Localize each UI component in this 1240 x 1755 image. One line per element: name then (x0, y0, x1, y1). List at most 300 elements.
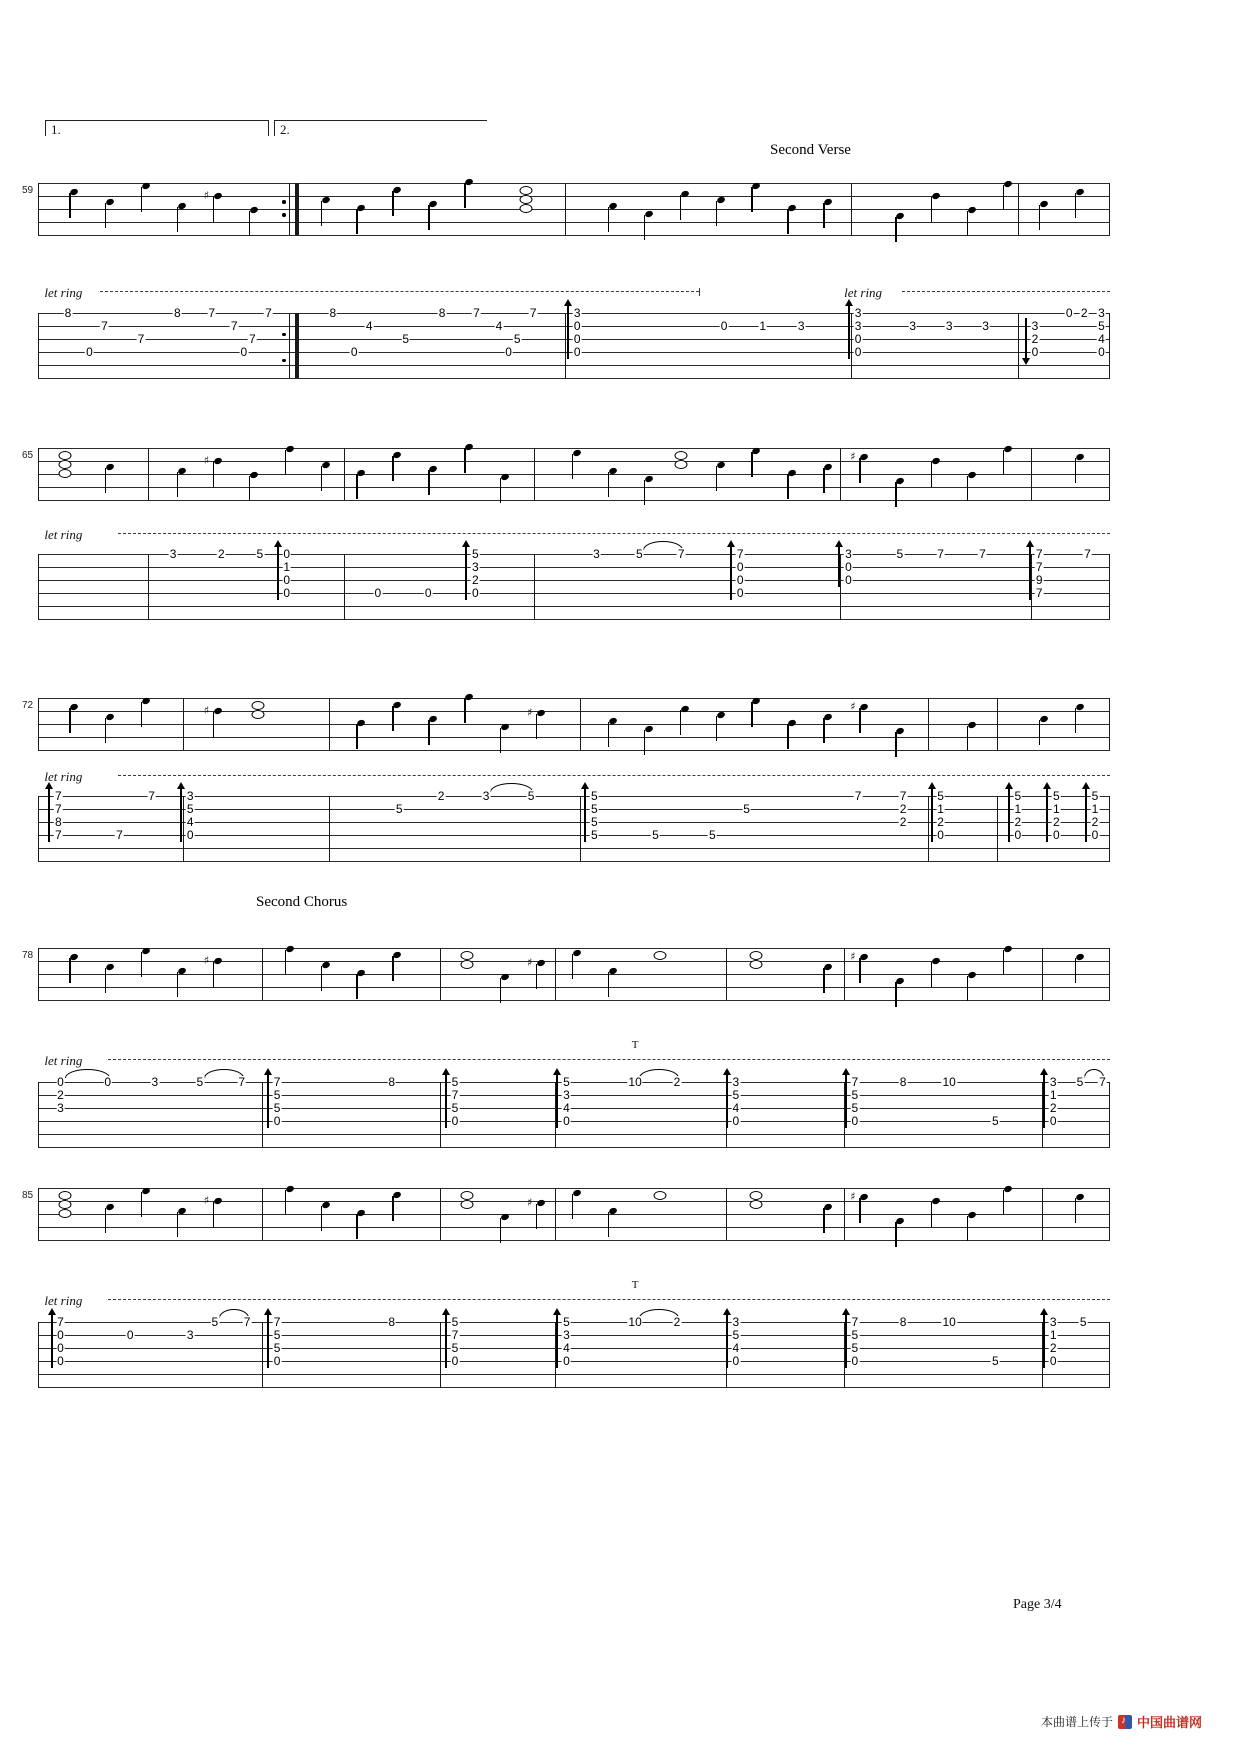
whole-note (58, 1200, 71, 1209)
note-head (536, 1199, 546, 1207)
tab-barline (148, 554, 149, 619)
note-head (644, 475, 654, 483)
tab-barline (1109, 554, 1110, 619)
let-ring-row (38, 527, 1110, 544)
tab-fret-number: 5 (563, 1075, 570, 1089)
tab-fret-number: 5 (563, 1315, 570, 1329)
note-stem (392, 191, 393, 216)
tab-fret-number: 2 (673, 1075, 681, 1089)
sharp-icon: ♯ (527, 956, 533, 969)
tab-fret-number: 0 (1049, 1354, 1057, 1368)
tab-barline (262, 1322, 263, 1387)
note-stem (105, 718, 106, 743)
note-stem (356, 974, 357, 999)
tab-fret-number: 3 (1049, 1315, 1057, 1329)
note-head (895, 977, 905, 985)
tab-fret-number: 3 (563, 1088, 570, 1102)
whole-note (675, 460, 688, 469)
tab-fret-number: 5 (451, 1315, 459, 1329)
note-stem (680, 710, 681, 735)
tab-barline (1018, 313, 1019, 378)
let-ring-label: let ring (44, 1053, 83, 1068)
note-stem (895, 217, 896, 242)
tab-fret-number: 8 (899, 1315, 907, 1329)
let-ring-label: let ring (44, 527, 83, 542)
note-stem (177, 207, 178, 232)
tab-fret-number: 7 (899, 789, 907, 803)
tab-fret-number: 7 (208, 306, 215, 320)
note-stem (428, 205, 429, 230)
strum-up-arrow-icon (556, 1314, 558, 1368)
note-head (536, 959, 546, 967)
tab-fret-number: 3 (186, 1328, 194, 1342)
tab-fret-number: 3 (151, 1075, 159, 1089)
repeat-dot (282, 359, 286, 363)
tab-fret-number: 3 (57, 1101, 64, 1115)
strum-up-arrow-icon (1029, 546, 1031, 600)
note-stem (392, 956, 393, 981)
tab-fret-number: 2 (1049, 1341, 1057, 1355)
note-stem (356, 209, 357, 234)
note-head (357, 204, 367, 212)
tab-fret-number: 5 (1091, 789, 1099, 803)
tab-fret-number: 7 (116, 828, 123, 842)
note-stem (500, 478, 501, 503)
note-head (895, 212, 905, 220)
tab-fret-number: 0 (283, 573, 291, 587)
staff-barline (440, 1188, 441, 1240)
whole-note (251, 701, 264, 710)
note-stem (141, 1192, 142, 1217)
tab-fret-number: 7 (238, 1075, 246, 1089)
volta-bracket-2 (274, 120, 487, 136)
whole-note (653, 951, 666, 960)
note-stem (823, 468, 824, 493)
note-head (141, 697, 151, 705)
note-head (69, 703, 79, 711)
tab-line (38, 861, 1110, 862)
tab-line (38, 1095, 1110, 1096)
tab-fret-number: 2 (1053, 815, 1060, 829)
page-number: Page 3/4 (1013, 1597, 1062, 1612)
staff-barline (344, 448, 345, 500)
note-stem (644, 730, 645, 755)
note-stem (213, 1202, 214, 1227)
note-stem (321, 466, 322, 491)
note-stem (1075, 708, 1076, 733)
staff-barline (555, 1188, 556, 1240)
tab-fret-number: 7 (473, 306, 480, 320)
tab-barline (38, 796, 39, 861)
sharp-icon: ♯ (850, 700, 856, 713)
tab-fret-number: 7 (265, 306, 272, 320)
tab-fret-number: 3 (1098, 306, 1105, 320)
tab-barline (38, 554, 39, 619)
note-head (1039, 200, 1049, 208)
tab-fret-number: 0 (273, 1114, 281, 1128)
tap-t-mark: T (631, 1279, 639, 1291)
sharp-icon: ♯ (203, 189, 210, 202)
tab-fret-number: 5 (591, 828, 598, 842)
tab-fret-number: 0 (57, 1075, 64, 1089)
tab-barline (580, 796, 581, 861)
staff-barline (726, 1188, 727, 1240)
tab-barline (329, 796, 330, 861)
note-head (500, 973, 510, 981)
tab-fret-number: 5 (636, 547, 643, 561)
staff-barline (38, 698, 39, 750)
tab-fret-number: 0 (104, 1075, 112, 1089)
notation-staff (38, 698, 1110, 750)
strum-up-arrow-icon (1043, 1314, 1045, 1368)
tab-barline (1109, 1322, 1110, 1387)
tab-fret-number: 3 (982, 319, 989, 333)
strum-up-arrow-icon (48, 788, 50, 842)
tab-fret-number: 5 (513, 332, 521, 346)
note-head (1075, 453, 1085, 461)
note-stem (895, 732, 896, 757)
note-head (859, 1193, 869, 1201)
let-ring-row (38, 1293, 1110, 1310)
tab-fret-number: 5 (395, 802, 403, 816)
note-stem (69, 193, 70, 218)
sharp-icon: ♯ (203, 454, 210, 467)
tab-fret-number: 2 (937, 815, 944, 829)
tab-fret-number: 1 (1049, 1088, 1057, 1102)
note-stem (1075, 1198, 1076, 1223)
note-stem (392, 456, 393, 481)
tab-fret-number: 4 (563, 1101, 570, 1115)
tab-fret-number: 0 (1091, 828, 1099, 842)
note-stem (931, 462, 932, 487)
tab-fret-number: 0 (937, 828, 944, 842)
tab-fret-number: 5 (273, 1088, 281, 1102)
note-stem (536, 1204, 537, 1229)
tab-line (38, 1121, 1110, 1122)
note-stem (608, 207, 609, 232)
note-stem (1075, 193, 1076, 218)
note-head (213, 192, 223, 200)
staff-barline (726, 948, 727, 1000)
tab-fret-number: 3 (732, 1075, 740, 1089)
tab-fret-number: 1 (283, 560, 291, 574)
staff-line (38, 1201, 1110, 1202)
note-head (357, 719, 367, 727)
tab-barline (1109, 796, 1110, 861)
whole-note (750, 1200, 763, 1209)
tab-fret-number: 10 (942, 1075, 956, 1089)
tab-line (38, 619, 1110, 620)
tab-fret-number: 0 (851, 1114, 859, 1128)
strum-up-arrow-icon (726, 1314, 728, 1368)
tab-barline (1109, 1082, 1110, 1147)
tab-fret-number: 5 (1053, 789, 1060, 803)
note-stem (1075, 458, 1076, 483)
note-head (285, 945, 295, 953)
note-stem (823, 968, 824, 993)
whole-note (750, 951, 763, 960)
tab-fret-number: 0 (720, 319, 728, 333)
tab-fret-number: 10 (628, 1075, 642, 1089)
note-head (141, 182, 151, 190)
tab-fret-number: 0 (851, 1354, 859, 1368)
tab-fret-number: 3 (854, 319, 862, 333)
note-stem (500, 728, 501, 753)
note-stem (931, 962, 932, 987)
note-stem (321, 201, 322, 226)
staff-barline (38, 948, 39, 1000)
staff-line (38, 487, 1110, 488)
tab-fret-number: 5 (256, 547, 264, 561)
note-head (213, 957, 223, 965)
tab-fret-number: 8 (55, 815, 62, 829)
staff-barline (565, 183, 566, 235)
staff-line (38, 698, 1110, 699)
staff-barline (148, 448, 149, 500)
tab-fret-number: 5 (1076, 1075, 1084, 1089)
staff-barline (580, 698, 581, 750)
note-head (1003, 180, 1013, 188)
note-stem (321, 966, 322, 991)
note-head (213, 1197, 223, 1205)
note-stem (895, 1222, 896, 1247)
tab-staff (38, 789, 1110, 861)
tab-fret-number: 7 (851, 1315, 859, 1329)
whole-note (58, 1191, 71, 1200)
tap-t-mark: T (631, 1039, 639, 1051)
tab-fret-number: 7 (57, 1315, 64, 1329)
note-head (285, 445, 295, 453)
tab-fret-number: 0 (472, 586, 479, 600)
tab-fret-number: 7 (937, 547, 944, 561)
measure-number: 85 (22, 1190, 34, 1201)
staff-barline (38, 1188, 39, 1240)
note-stem (859, 1198, 860, 1223)
note-head (105, 198, 115, 206)
note-head (572, 1189, 582, 1197)
qupu-site-logo-icon: ♪ (1118, 1715, 1132, 1729)
note-stem (787, 724, 788, 749)
whole-note (58, 1209, 71, 1218)
tab-fret-number: 2 (217, 547, 225, 561)
note-stem (1039, 205, 1040, 230)
note-head (895, 727, 905, 735)
measure-number: 65 (22, 450, 34, 461)
staff-line (38, 1227, 1110, 1228)
staff-line (38, 1188, 1110, 1189)
note-stem (285, 950, 286, 975)
sharp-icon: ♯ (850, 1190, 856, 1203)
staff-barline (262, 948, 263, 1000)
tab-fret-number: 3 (854, 306, 862, 320)
tab-line (38, 1108, 1110, 1109)
tab-fret-number: 4 (732, 1101, 740, 1115)
tab-fret-number: 7 (1035, 547, 1043, 561)
note-head (967, 721, 977, 729)
tab-fret-number: 0 (732, 1114, 740, 1128)
let-ring-dashes (100, 291, 699, 292)
note-head (249, 206, 259, 214)
tab-line (38, 809, 1110, 810)
strum-up-arrow-icon (465, 546, 467, 600)
note-head (464, 443, 474, 451)
tab-barline (262, 1082, 263, 1147)
whole-note (251, 710, 264, 719)
note-stem (285, 1190, 286, 1215)
tab-fret-number: 7 (273, 1315, 281, 1329)
note-stem (356, 474, 357, 499)
note-stem (644, 480, 645, 505)
tab-fret-number: 3 (945, 319, 953, 333)
note-head (69, 188, 79, 196)
note-stem (105, 203, 106, 228)
note-head (716, 711, 726, 719)
note-stem (859, 708, 860, 733)
note-stem (249, 476, 250, 501)
staff-line (38, 500, 1110, 501)
let-ring-label: let ring (44, 1293, 83, 1308)
tab-fret-number: 5 (732, 1328, 740, 1342)
tab-fret-number: 2 (899, 802, 907, 816)
note-head (393, 701, 403, 709)
site-watermark (1041, 1712, 1202, 1731)
tab-fret-number: 0 (736, 573, 744, 587)
strum-up-arrow-icon (1046, 788, 1048, 842)
note-head (141, 1187, 151, 1195)
staff-barline (262, 1188, 263, 1240)
note-head (788, 469, 798, 477)
tab-fret-number: 5 (652, 828, 659, 842)
note-head (1075, 188, 1085, 196)
tab-fret-number: 1 (1014, 802, 1022, 816)
tab-fret-number: 0 (424, 586, 432, 600)
let-ring-row (38, 1053, 1110, 1070)
tab-fret-number: 5 (1014, 789, 1022, 803)
tab-fret-number: 7 (1035, 560, 1043, 574)
strum-up-arrow-icon (838, 546, 840, 587)
note-stem (285, 450, 286, 475)
note-stem (967, 726, 968, 751)
tab-fret-number: 3 (593, 547, 600, 561)
tab-staff (38, 1315, 1110, 1387)
note-stem (428, 720, 429, 745)
note-stem (356, 724, 357, 749)
tab-fret-number: 8 (438, 306, 446, 320)
strum-up-arrow-icon (931, 788, 933, 842)
tab-line (38, 554, 1110, 555)
tab-fret-number: 7 (1099, 1075, 1106, 1089)
tab-line (38, 606, 1110, 607)
whole-note (460, 960, 473, 969)
tab-fret-number: 7 (677, 547, 685, 561)
note-head (895, 1217, 905, 1225)
note-head (428, 200, 438, 208)
section-label-second-verse: Second Verse (770, 142, 851, 158)
tab-line (38, 848, 1110, 849)
strum-up-arrow-icon (730, 546, 732, 600)
tab-fret-number: 3 (1031, 319, 1039, 333)
tab-fret-number: 0 (732, 1354, 740, 1368)
repeat-barline-thick (295, 183, 299, 235)
tab-fret-number: 0 (736, 560, 744, 574)
tab-fret-number: 7 (854, 789, 862, 803)
note-head (716, 196, 726, 204)
repeat-dot (282, 333, 286, 337)
tab-fret-number: 0 (845, 573, 852, 587)
tab-fret-number: 9 (1035, 573, 1043, 587)
note-stem (608, 722, 609, 747)
note-stem (751, 187, 752, 212)
notation-staff (38, 1188, 1110, 1240)
note-stem (931, 1202, 932, 1227)
staff-barline (440, 948, 441, 1000)
tab-fret-number: 0 (273, 1354, 281, 1368)
note-stem (141, 702, 142, 727)
staff-line (38, 724, 1110, 725)
tab-fret-number: 0 (845, 560, 852, 574)
note-head (788, 204, 798, 212)
tab-fret-number: 2 (1031, 332, 1039, 346)
note-head (500, 473, 510, 481)
note-stem (823, 718, 824, 743)
note-stem (105, 968, 106, 993)
tab-fret-number: 7 (249, 332, 256, 346)
tab-fret-number: 8 (388, 1315, 396, 1329)
staff-line (38, 1000, 1110, 1001)
tab-fret-number: 0 (350, 345, 358, 359)
note-head (321, 1201, 331, 1209)
note-head (393, 1191, 403, 1199)
note-stem (608, 1212, 609, 1237)
tab-fret-number: 7 (101, 319, 108, 333)
tab-fret-number: 0 (573, 345, 581, 359)
let-ring-dashes (902, 291, 1110, 292)
tab-fret-number: 2 (1049, 1101, 1057, 1115)
tab-barline (997, 796, 998, 861)
whole-note (58, 451, 71, 460)
strum-up-arrow-icon (567, 305, 569, 359)
tab-repeat-thin (289, 313, 290, 378)
tab-fret-number: 3 (573, 306, 581, 320)
staff-barline (183, 698, 184, 750)
note-stem (464, 448, 465, 473)
tab-fret-number: 0 (736, 586, 744, 600)
sharp-icon: ♯ (850, 450, 856, 463)
tab-fret-number: 0 (57, 1341, 64, 1355)
note-stem (967, 976, 968, 1001)
staff-line (38, 711, 1110, 712)
tab-fret-number: 7 (529, 306, 537, 320)
strum-up-arrow-icon (267, 1314, 269, 1368)
section-label-second-chorus: Second Chorus (256, 894, 348, 910)
tab-fret-number: 7 (1035, 586, 1043, 600)
staff-barline (928, 698, 929, 750)
note-head (824, 713, 834, 721)
tab-fret-number: 5 (708, 828, 716, 842)
tab-fret-number: 3 (909, 319, 917, 333)
tab-line (38, 822, 1110, 823)
note-head (393, 951, 403, 959)
tab-fret-number: 3 (482, 789, 490, 803)
tab-fret-number: 0 (1049, 1114, 1057, 1128)
note-stem (105, 468, 106, 493)
note-head (105, 713, 115, 721)
tab-fret-number: 0 (1065, 306, 1073, 320)
note-stem (572, 1194, 573, 1219)
tab-fret-number: 5 (273, 1101, 281, 1115)
repeat-barline-thin (289, 183, 290, 235)
note-head (393, 451, 403, 459)
